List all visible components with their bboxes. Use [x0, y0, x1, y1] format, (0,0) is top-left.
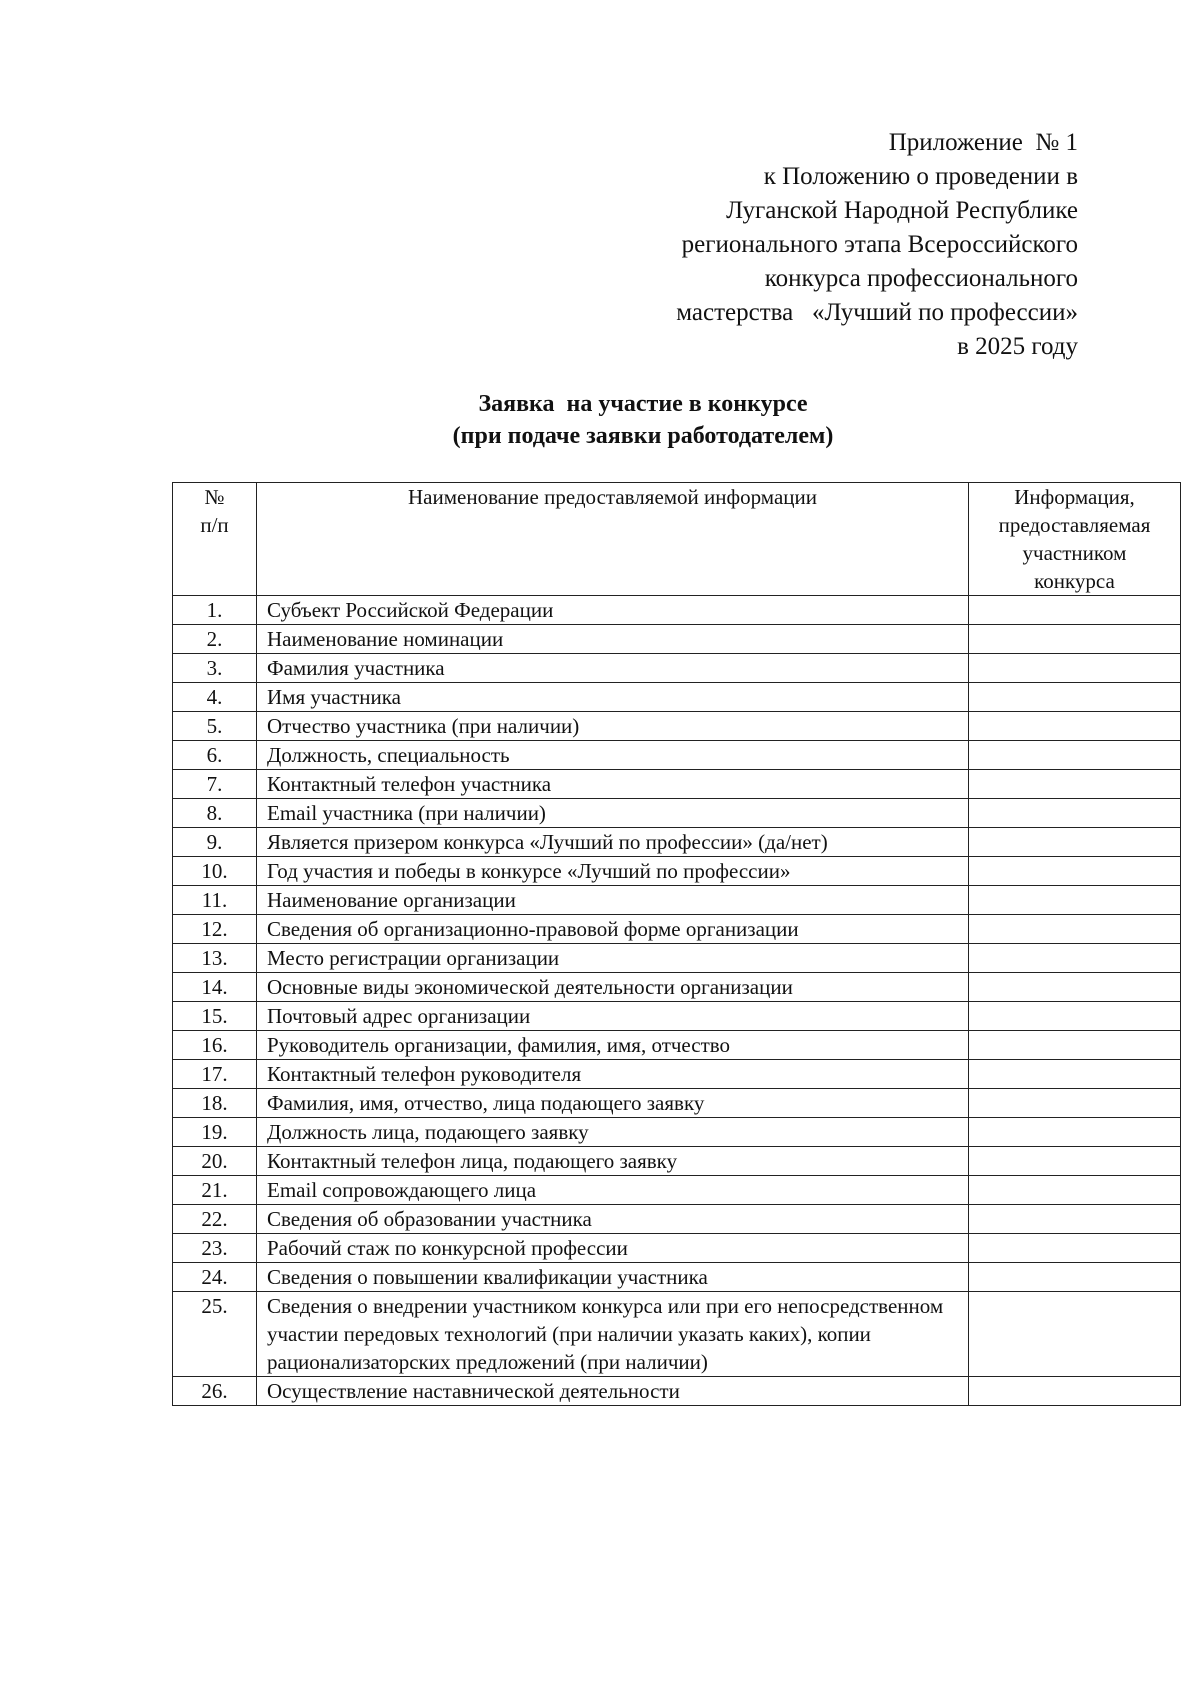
row-number: 2.	[173, 625, 257, 654]
row-participant-info-cell[interactable]	[969, 1176, 1181, 1205]
row-participant-info-cell[interactable]	[969, 857, 1181, 886]
row-field-name: Email участника (при наличии)	[257, 799, 969, 828]
row-number: 8.	[173, 799, 257, 828]
row-field-name: Сведения о внедрении участником конкурса или при его непосредственном участии передовых технологий (при наличии указать каких), копии рационализаторских предложений (при наличии)	[257, 1292, 969, 1377]
row-field-name: Должность, специальность	[257, 741, 969, 770]
row-participant-info-cell[interactable]	[969, 770, 1181, 799]
row-field-name: Рабочий стаж по конкурсной профессии	[257, 1234, 969, 1263]
row-number: 13.	[173, 944, 257, 973]
table-row	[173, 1031, 1181, 1060]
row-field-name: Сведения о повышении квалификации участника	[257, 1263, 969, 1292]
table-row	[173, 1118, 1181, 1147]
row-number: 6.	[173, 741, 257, 770]
row-number: 17.	[173, 1060, 257, 1089]
row-participant-info-cell[interactable]	[969, 712, 1181, 741]
title-line-2: (при подаче заявки работодателем)	[452, 423, 834, 449]
header-number-abbrev: п/п	[200, 513, 229, 537]
row-participant-info-cell[interactable]	[969, 973, 1181, 1002]
row-field-name: Отчество участника (при наличии)	[257, 712, 969, 741]
header-info-line: Информация,	[1014, 485, 1135, 509]
row-participant-info-cell[interactable]	[969, 886, 1181, 915]
row-field-name: Руководитель организации, фамилия, имя, отчество	[257, 1031, 969, 1060]
header-info-line: конкурса	[1034, 569, 1115, 593]
table-row	[173, 712, 1181, 741]
header-number	[173, 483, 257, 596]
row-number: 11.	[173, 886, 257, 915]
row-number: 26.	[173, 1377, 257, 1406]
row-field-name: Является призером конкурса «Лучший по профессии» (да/нет)	[257, 828, 969, 857]
appendix-header	[558, 126, 1078, 364]
table-body	[173, 596, 1181, 1406]
row-participant-info-cell[interactable]	[969, 1031, 1181, 1060]
table-row	[173, 886, 1181, 915]
row-number: 15.	[173, 1002, 257, 1031]
table-row	[173, 683, 1181, 712]
table-row	[173, 1377, 1181, 1406]
row-participant-info-cell[interactable]	[969, 1292, 1181, 1377]
header-info-name: Наименование предоставляемой информации	[257, 483, 969, 596]
table-row	[173, 1060, 1181, 1089]
row-participant-info-cell[interactable]	[969, 1060, 1181, 1089]
row-number: 4.	[173, 683, 257, 712]
row-participant-info-cell[interactable]	[969, 944, 1181, 973]
header-participant-info	[969, 483, 1181, 596]
row-number: 18.	[173, 1089, 257, 1118]
row-participant-info-cell[interactable]	[969, 1205, 1181, 1234]
table-row	[173, 1205, 1181, 1234]
table-row	[173, 770, 1181, 799]
row-participant-info-cell[interactable]	[969, 1147, 1181, 1176]
row-field-name: Наименование номинации	[257, 625, 969, 654]
header-line: регионального этапа Всероссийского	[681, 231, 1078, 258]
row-field-name: Контактный телефон участника	[257, 770, 969, 799]
header-number-symbol: №	[204, 485, 225, 509]
header-line: мастерства «Лучший по профессии»	[676, 299, 1078, 326]
row-field-name: Сведения об организационно-правовой форме организации	[257, 915, 969, 944]
row-participant-info-cell[interactable]	[969, 1002, 1181, 1031]
row-field-name: Фамилия участника	[257, 654, 969, 683]
row-number: 23.	[173, 1234, 257, 1263]
row-field-name: Год участия и победы в конкурсе «Лучший по профессии»	[257, 857, 969, 886]
row-participant-info-cell[interactable]	[969, 683, 1181, 712]
row-participant-info-cell[interactable]	[969, 1377, 1181, 1406]
row-field-name: Должность лица, подающего заявку	[257, 1118, 969, 1147]
row-participant-info-cell[interactable]	[969, 625, 1181, 654]
row-participant-info-cell[interactable]	[969, 1234, 1181, 1263]
row-number: 1.	[173, 596, 257, 625]
table-row	[173, 654, 1181, 683]
row-field-name: Контактный телефон руководителя	[257, 1060, 969, 1089]
table-row	[173, 1234, 1181, 1263]
row-field-name: Субъект Российской Федерации	[257, 596, 969, 625]
row-field-name: Имя участника	[257, 683, 969, 712]
row-participant-info-cell[interactable]	[969, 828, 1181, 857]
row-participant-info-cell[interactable]	[969, 1118, 1181, 1147]
row-participant-info-cell[interactable]	[969, 915, 1181, 944]
table-row	[173, 741, 1181, 770]
row-participant-info-cell[interactable]	[969, 1089, 1181, 1118]
row-number: 20.	[173, 1147, 257, 1176]
row-field-name: Сведения об образовании участника	[257, 1205, 969, 1234]
row-number: 10.	[173, 857, 257, 886]
table-row	[173, 1176, 1181, 1205]
row-field-name: Осуществление наставнической деятельности	[257, 1377, 969, 1406]
table-row	[173, 799, 1181, 828]
table-row	[173, 1147, 1181, 1176]
header-line: Приложение № 1	[888, 129, 1078, 156]
table-row	[173, 625, 1181, 654]
header-line: Луганской Народной Республике	[726, 197, 1078, 224]
row-number: 9.	[173, 828, 257, 857]
table-row	[173, 1002, 1181, 1031]
header-line: к Положению о проведении в	[763, 163, 1078, 190]
row-field-name: Контактный телефон лица, подающего заявку	[257, 1147, 969, 1176]
table-row	[173, 1263, 1181, 1292]
row-participant-info-cell[interactable]	[969, 596, 1181, 625]
title-line-1: Заявка на участие в конкурсе	[478, 391, 808, 417]
row-number: 21.	[173, 1176, 257, 1205]
row-participant-info-cell[interactable]	[969, 654, 1181, 683]
row-number: 25.	[173, 1292, 257, 1377]
row-field-name: Почтовый адрес организации	[257, 1002, 969, 1031]
row-field-name: Основные виды экономической деятельности организации	[257, 973, 969, 1002]
header-line: в 2025 году	[957, 333, 1078, 360]
row-field-name: Email сопровождающего лица	[257, 1176, 969, 1205]
table-row	[173, 1292, 1181, 1377]
row-number: 22.	[173, 1205, 257, 1234]
row-participant-info-cell[interactable]	[969, 741, 1181, 770]
table-row	[173, 828, 1181, 857]
row-participant-info-cell[interactable]	[969, 799, 1181, 828]
row-field-name: Место регистрации организации	[257, 944, 969, 973]
table-header-row	[173, 483, 1181, 596]
table-row	[173, 857, 1181, 886]
row-participant-info-cell[interactable]	[969, 1263, 1181, 1292]
table-row	[173, 596, 1181, 625]
row-number: 5.	[173, 712, 257, 741]
table-row	[173, 1089, 1181, 1118]
row-number: 19.	[173, 1118, 257, 1147]
application-table	[172, 482, 1181, 1406]
header-info-line: предоставляемая	[998, 513, 1151, 537]
row-number: 12.	[173, 915, 257, 944]
row-number: 7.	[173, 770, 257, 799]
table-row	[173, 944, 1181, 973]
table-row	[173, 915, 1181, 944]
row-number: 14.	[173, 973, 257, 1002]
header-line: конкурса профессионального	[764, 265, 1078, 292]
row-number: 3.	[173, 654, 257, 683]
table-row	[173, 973, 1181, 1002]
row-number: 24.	[173, 1263, 257, 1292]
row-field-name: Наименование организации	[257, 886, 969, 915]
row-field-name: Фамилия, имя, отчество, лица подающего заявку	[257, 1089, 969, 1118]
document-title	[0, 388, 1200, 452]
header-info-line: участником	[1022, 541, 1127, 565]
row-number: 16.	[173, 1031, 257, 1060]
